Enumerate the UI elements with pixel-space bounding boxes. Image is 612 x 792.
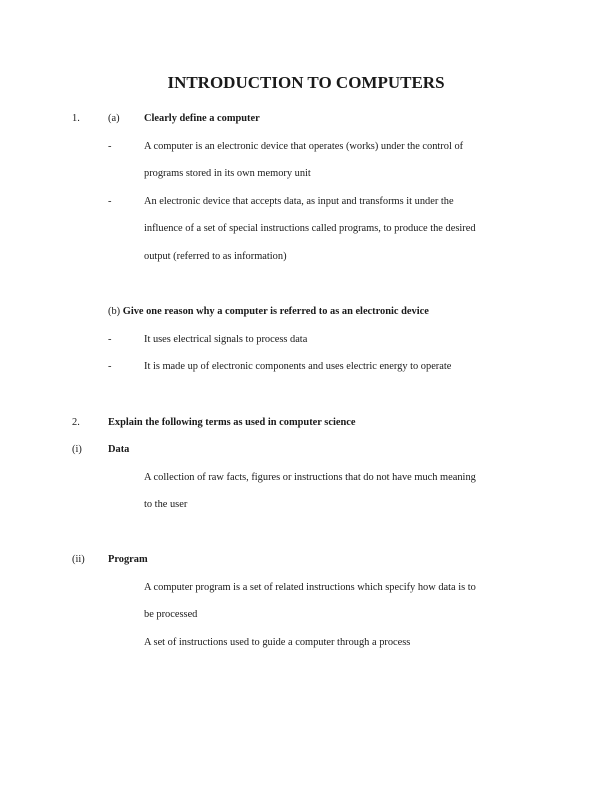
answer-1a-def2-line1: An electronic device that accepts data, as input and transforms it under the: [144, 196, 454, 207]
bullet-dash: -: [108, 361, 112, 372]
answer-1b-reason2: It is made up of electronic components and uses electric energy to operate: [144, 361, 452, 372]
answer-1a-def1-line1: A computer is an electronic device that operates (works) under the control of: [144, 141, 464, 152]
term-ii-definition-line2: be processed: [144, 609, 198, 620]
term-ii-heading: Program: [108, 554, 148, 565]
answer-1a-def1-line2: programs stored in its own memory unit: [144, 168, 311, 179]
bullet-dash: -: [108, 141, 112, 152]
bullet-dash: -: [108, 334, 112, 345]
question-1a-text: Clearly define a computer: [144, 113, 260, 124]
term-ii-definition-line1: A computer program is a set of related instructions which specify how data is to: [144, 582, 476, 593]
term-i-definition-line2: to the user: [144, 499, 188, 510]
question-2-text: Explain the following terms as used in computer science: [108, 417, 356, 428]
question-1b: [108, 305, 429, 318]
question-1-number: 1.: [72, 113, 80, 124]
answer-1a-def2-line2: influence of a set of special instructions called programs, to produce the desired: [144, 223, 476, 234]
term-ii-label: (ii): [72, 554, 85, 565]
term-i-definition-line1: A collection of raw facts, figures or instructions that do not have much meaning: [144, 472, 476, 483]
answer-1a-def2-line3: output (referred to as information): [144, 251, 287, 262]
term-i-label: (i): [72, 444, 82, 455]
page-title: INTRODUCTION TO COMPUTERS: [167, 73, 445, 92]
answer-1b-reason1: It uses electrical signals to process data: [144, 334, 308, 345]
question-1a-label: (a): [108, 113, 120, 124]
term-ii-definition-line3: A set of instructions used to guide a computer through a process: [144, 637, 411, 648]
question-1b-label: (b): [108, 306, 121, 317]
term-i-heading: Data: [108, 444, 130, 455]
question-2-number: 2.: [72, 417, 80, 428]
question-1b-text: Give one reason why a computer is referred to as an electronic device: [122, 306, 429, 317]
bullet-dash: -: [108, 196, 112, 207]
